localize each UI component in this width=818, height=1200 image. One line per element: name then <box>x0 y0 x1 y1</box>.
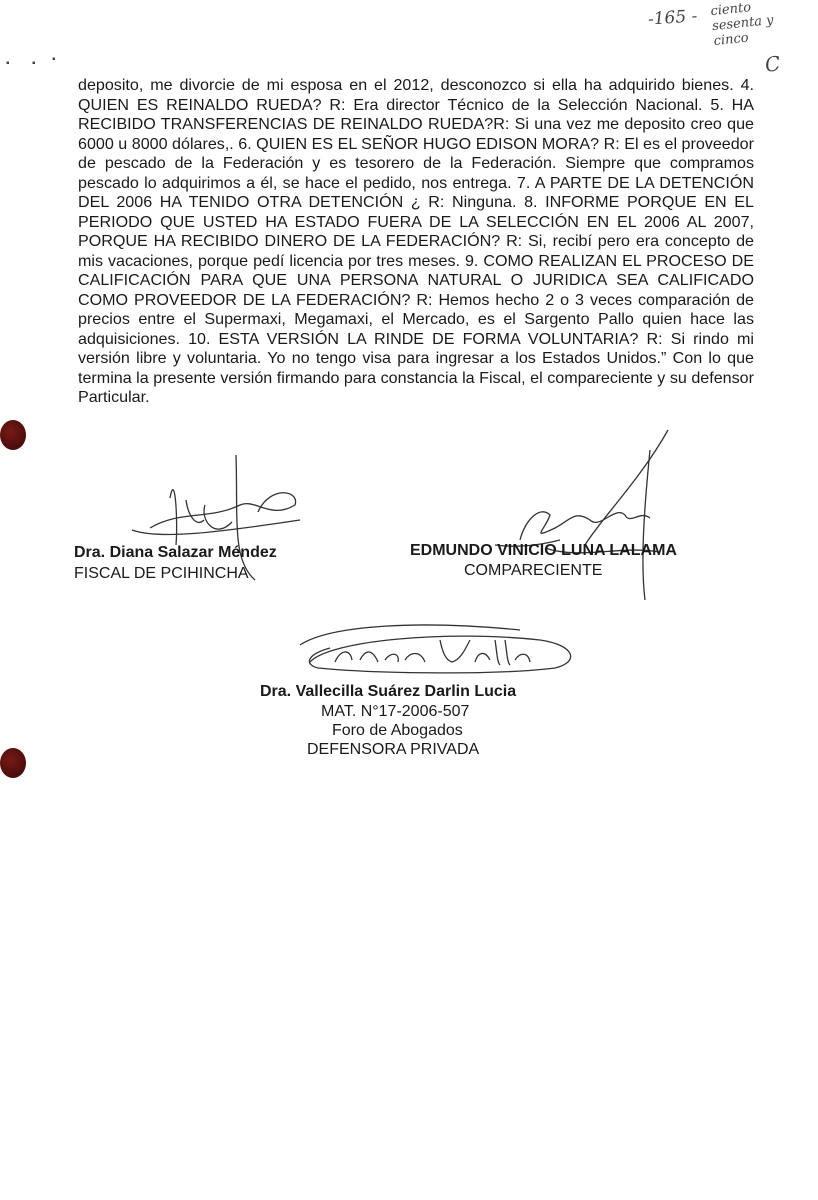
defensora-foro: Foro de Abogados <box>332 722 463 739</box>
defensora-signature <box>300 625 571 673</box>
handwritten-page-note: ciento sesenta y cinco <box>709 0 775 50</box>
compareciente-name: EDMUNDO VINICIO LUNA LALAMA <box>410 542 677 559</box>
punch-hole-top <box>0 420 26 450</box>
fiscal-name: Dra. Diana Salazar Méndez <box>74 544 277 561</box>
handwritten-initials: C <box>763 51 782 77</box>
scan-mark: ▪ <box>32 58 36 69</box>
compareciente-title: COMPARECIENTE <box>464 562 603 579</box>
scan-mark: ▪ <box>52 54 56 65</box>
defensora-title: DEFENSORA PRIVADA <box>307 741 480 758</box>
handwritten-page-number: -165 - <box>647 6 698 30</box>
scan-mark: ▪ <box>6 58 10 69</box>
statement-text: deposito, me divorcie de mi esposa en el 2012, desconozco si ella ha adquirido bienes. 4. QUIEN ES REINALDO RUEDA? R: Era director Técnico de la Selección Nacional. 5. HA RECIBIDO TRANSFERENCIAS DE REINALDO RUEDA?R: Si una vez me deposito creo que 6000 u 8000 dólares,. 6. QUIEN ES EL SEÑOR HUGO EDISON MORA? R: El es el proveedor de pescado de la Federación y es tesorero de la Federación. Siempre que compramos pescado lo adquirimos a él, se hace el pedido, nos entrega. 7. A PARTE DE LA DETENCIÓN DEL 2006 HA TENIDO OTRA DETENCIÓN ¿ R: Ninguna. 8. INFORME PORQUE EN EL PERIODO QUE USTED HA ESTADO FUERA DE LA SELECCIÓN EN EL 2006 AL 2007, PORQUE HA RECIBIDO DINERO DE LA FEDERACIÓN? R: Si, recibí pero era concepto de mis vacaciones, porque pedí licencia por tres meses. 9. COMO REALIZAN EL PROCESO DE CALIFICACIÓN PARA QUE UNA PERSONA NATURAL O JURIDICA SEA CALIFICADO COMO PROVEEDOR DE LA FEDERACIÓN? R: Hemos hecho 2 o 3 veces comparación de precios entre el Supermaxi, Megamaxi, el Mercado, es el Sargento Pallo quien hace las adquisiciones. 10. ESTA VERSIÓN LA RINDE DE FORMA VOLUNTARIA? R: Si rindo mi versión libre y voluntaria. Yo no tengo visa para ingresar a los Estados Unidos.” Con lo que termina la presente versión firmando para constancia la Fiscal, el compareciente y su defensor Particular. <box>78 76 754 406</box>
punch-hole-bottom <box>0 748 26 778</box>
defensora-name: Dra. Vallecilla Suárez Darlin Lucia <box>260 683 517 700</box>
defensora-registration: MAT. N°17-2006-507 <box>321 703 470 720</box>
fiscal-title: FISCAL DE PCIHINCHA <box>74 565 249 582</box>
